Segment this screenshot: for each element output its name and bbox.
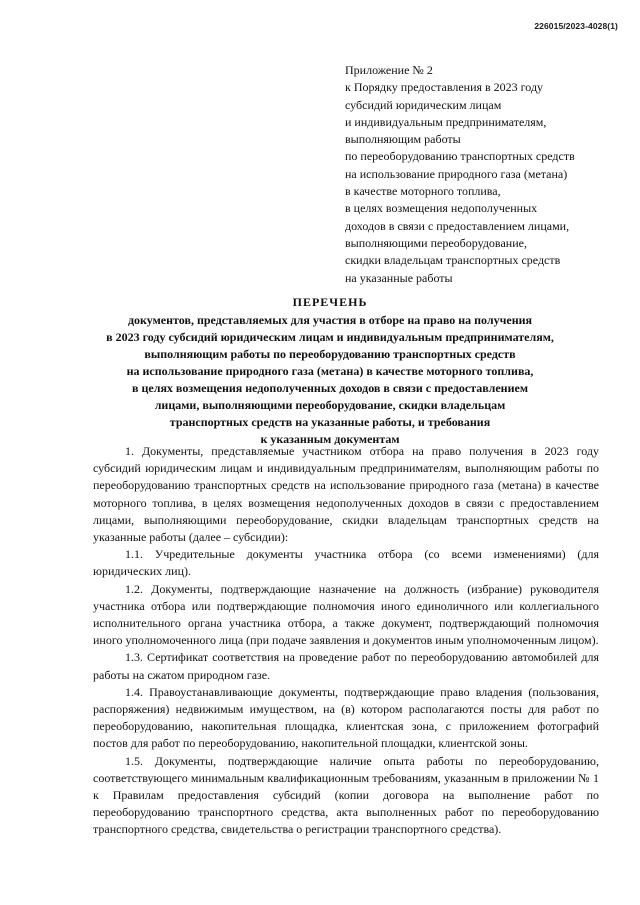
title-line: в 2023 году субсидий юридическим лицам и индивидуальным предпринимателям, — [106, 330, 554, 344]
appendix-block — [345, 62, 635, 287]
title-line: на использование природного газа (метана) в качестве моторного топлива, — [126, 364, 534, 378]
document-title — [60, 294, 600, 448]
document-id: 226015/2023-4028(1) — [534, 21, 618, 31]
title-line: в целях возмещения недополученных доходов в связи с предоставлением — [131, 381, 528, 395]
paragraph-item-1: 1. Документы, представляемые участником отбора на право получения в 2023 году субсидий юридическим лицам и индивидуальным предпринимателям, выполняющим работы по переоборудованию транспортных средств на использование природного газа (метана) в качестве моторного топлива, в целях возмещения недополученных доходов в связи с предоставлением лицами, выполняющими переоборудование, скидки владельцам транспортных средств на указанные работы (далее – субсидии): — [93, 444, 599, 545]
appendix-line: на использование природного газа (метана) — [345, 166, 568, 181]
title-line: к указанным документам — [260, 432, 400, 446]
paragraph-item-1-3: 1.3. Сертификат соответствия на проведение работ по переоборудованию автомобилей для работы на сжатом природном газе. — [93, 650, 599, 682]
appendix-line: в качестве моторного топлива, — [345, 184, 501, 199]
paragraph-item-1-1: 1.1. Учредительные документы участника отбора (со всеми изменениями) (для юридических лиц). — [93, 547, 599, 579]
appendix-line: на указанные работы — [345, 270, 453, 285]
title-line: выполняющим работы по переоборудованию транспортных средств — [144, 347, 516, 361]
appendix-line: выполняющим работы — [345, 132, 461, 147]
document-body — [93, 443, 599, 839]
appendix-line: доходов в связи с предоставлением лицами, — [345, 218, 570, 233]
appendix-line: по переоборудованию транспортных средств — [345, 149, 575, 164]
appendix-line: субсидий юридическим лицам — [345, 97, 502, 112]
title-line: лицами, выполняющими переоборудование, скидки владельцам — [154, 398, 506, 412]
appendix-line: Приложение № 2 — [345, 63, 433, 77]
title-line: транспортных средств на указанные работы, и требования — [169, 415, 491, 429]
paragraph-item-1-2: 1.2. Документы, подтверждающие назначение на должность (избрание) руководителя участника отбора или подтверждающие полномочия иного единоличного или коллегиального исполнительного органа участника отбора, а также документ, подтверждающий полномочия иного уполномоченного лица (при подаче заявления и документов иным уполномоченным лицом). — [93, 581, 599, 648]
paragraph-item-1-4: 1.4. Правоустанавливающие документы, подтверждающие право владения (пользования, распоряжения) недвижимым имуществом, на (в) котором располагаются посты для работ по переоборудованию, накопительная площадка, клиентская зона, с приложением фотографий постов для работ по переоборудованию, накопительной площадки, клиентской зоны. — [93, 684, 599, 751]
appendix-line: в целях возмещения недополученных — [345, 201, 538, 216]
appendix-line: выполняющими переоборудование, — [345, 235, 527, 250]
title-heading: ПЕРЕЧЕНЬ — [292, 295, 368, 309]
title-line: документов, представляемых для участия в отборе на право на получения — [127, 313, 533, 327]
appendix-line: к Порядку предоставления в 2023 году — [345, 80, 544, 95]
appendix-line: и индивидуальным предпринимателям, — [345, 114, 547, 129]
appendix-line: скидки владельцам транспортных средств — [345, 253, 561, 268]
paragraph-item-1-5: 1.5. Документы, подтверждающие наличие опыта работы по переоборудованию, соответствующего минимальным квалификационным требованиям, указанным в приложении № 1 к Правилам предоставления субсидий (копии договора на выполнение работ по переоборудованию транспортного средства, акта выполненных работ по переоборудованию транспортного средства, свидетельства о регистрации транспортного средства). — [93, 753, 599, 837]
